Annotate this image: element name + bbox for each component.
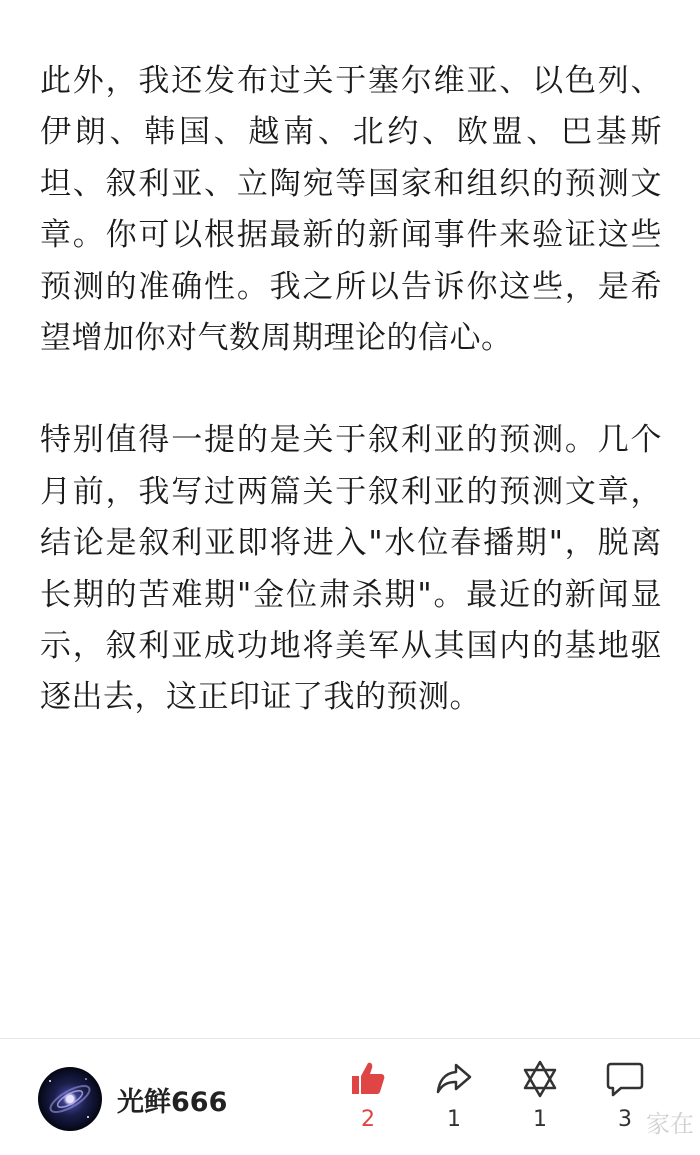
author-name[interactable]: 光鲜666: [117, 1087, 228, 1118]
favorite-button[interactable]: [510, 1059, 570, 1143]
article-body: [40, 56, 662, 724]
article-paragraph-2: 特别值得一提的是关于叙利亚的预测。几个月前，我写过两篇关于叙利亚的预测文章，结论是叙利亚即将进入"水位春播期"，脱离长期的苦难期"金位肃杀期"。最近的新闻显示，叙利亚成功地将美军从其国内的基地驱逐出去，这正印证了我的预测。: [40, 422, 662, 716]
thumbs-up-icon: [348, 1059, 388, 1099]
like-count: 2: [361, 1107, 375, 1132]
comment-count: 3: [618, 1107, 632, 1132]
site-watermark: 家在: [646, 1110, 694, 1138]
star-of-david-icon: [520, 1059, 560, 1099]
galaxy-avatar-icon: [38, 1067, 102, 1131]
comment-bubble-icon: [605, 1059, 645, 1099]
share-count: 1: [447, 1107, 461, 1132]
favorite-count: 1: [533, 1107, 547, 1132]
share-button[interactable]: [424, 1059, 484, 1143]
article-paragraph-1: 此外，我还发布过关于塞尔维亚、以色列、伊朗、韩国、越南、北约、欧盟、巴基斯坦、叙利亚、立陶宛等国家和组织的预测文章。你可以根据最新的新闻事件来验证这些预测的准确性。我之所以告诉你这些，是希望增加你对气数周期理论的信心。: [40, 63, 662, 357]
like-button[interactable]: [338, 1059, 398, 1143]
post-action-bar: [0, 1039, 700, 1155]
author-avatar[interactable]: [38, 1067, 102, 1131]
share-arrow-icon: [434, 1059, 474, 1099]
